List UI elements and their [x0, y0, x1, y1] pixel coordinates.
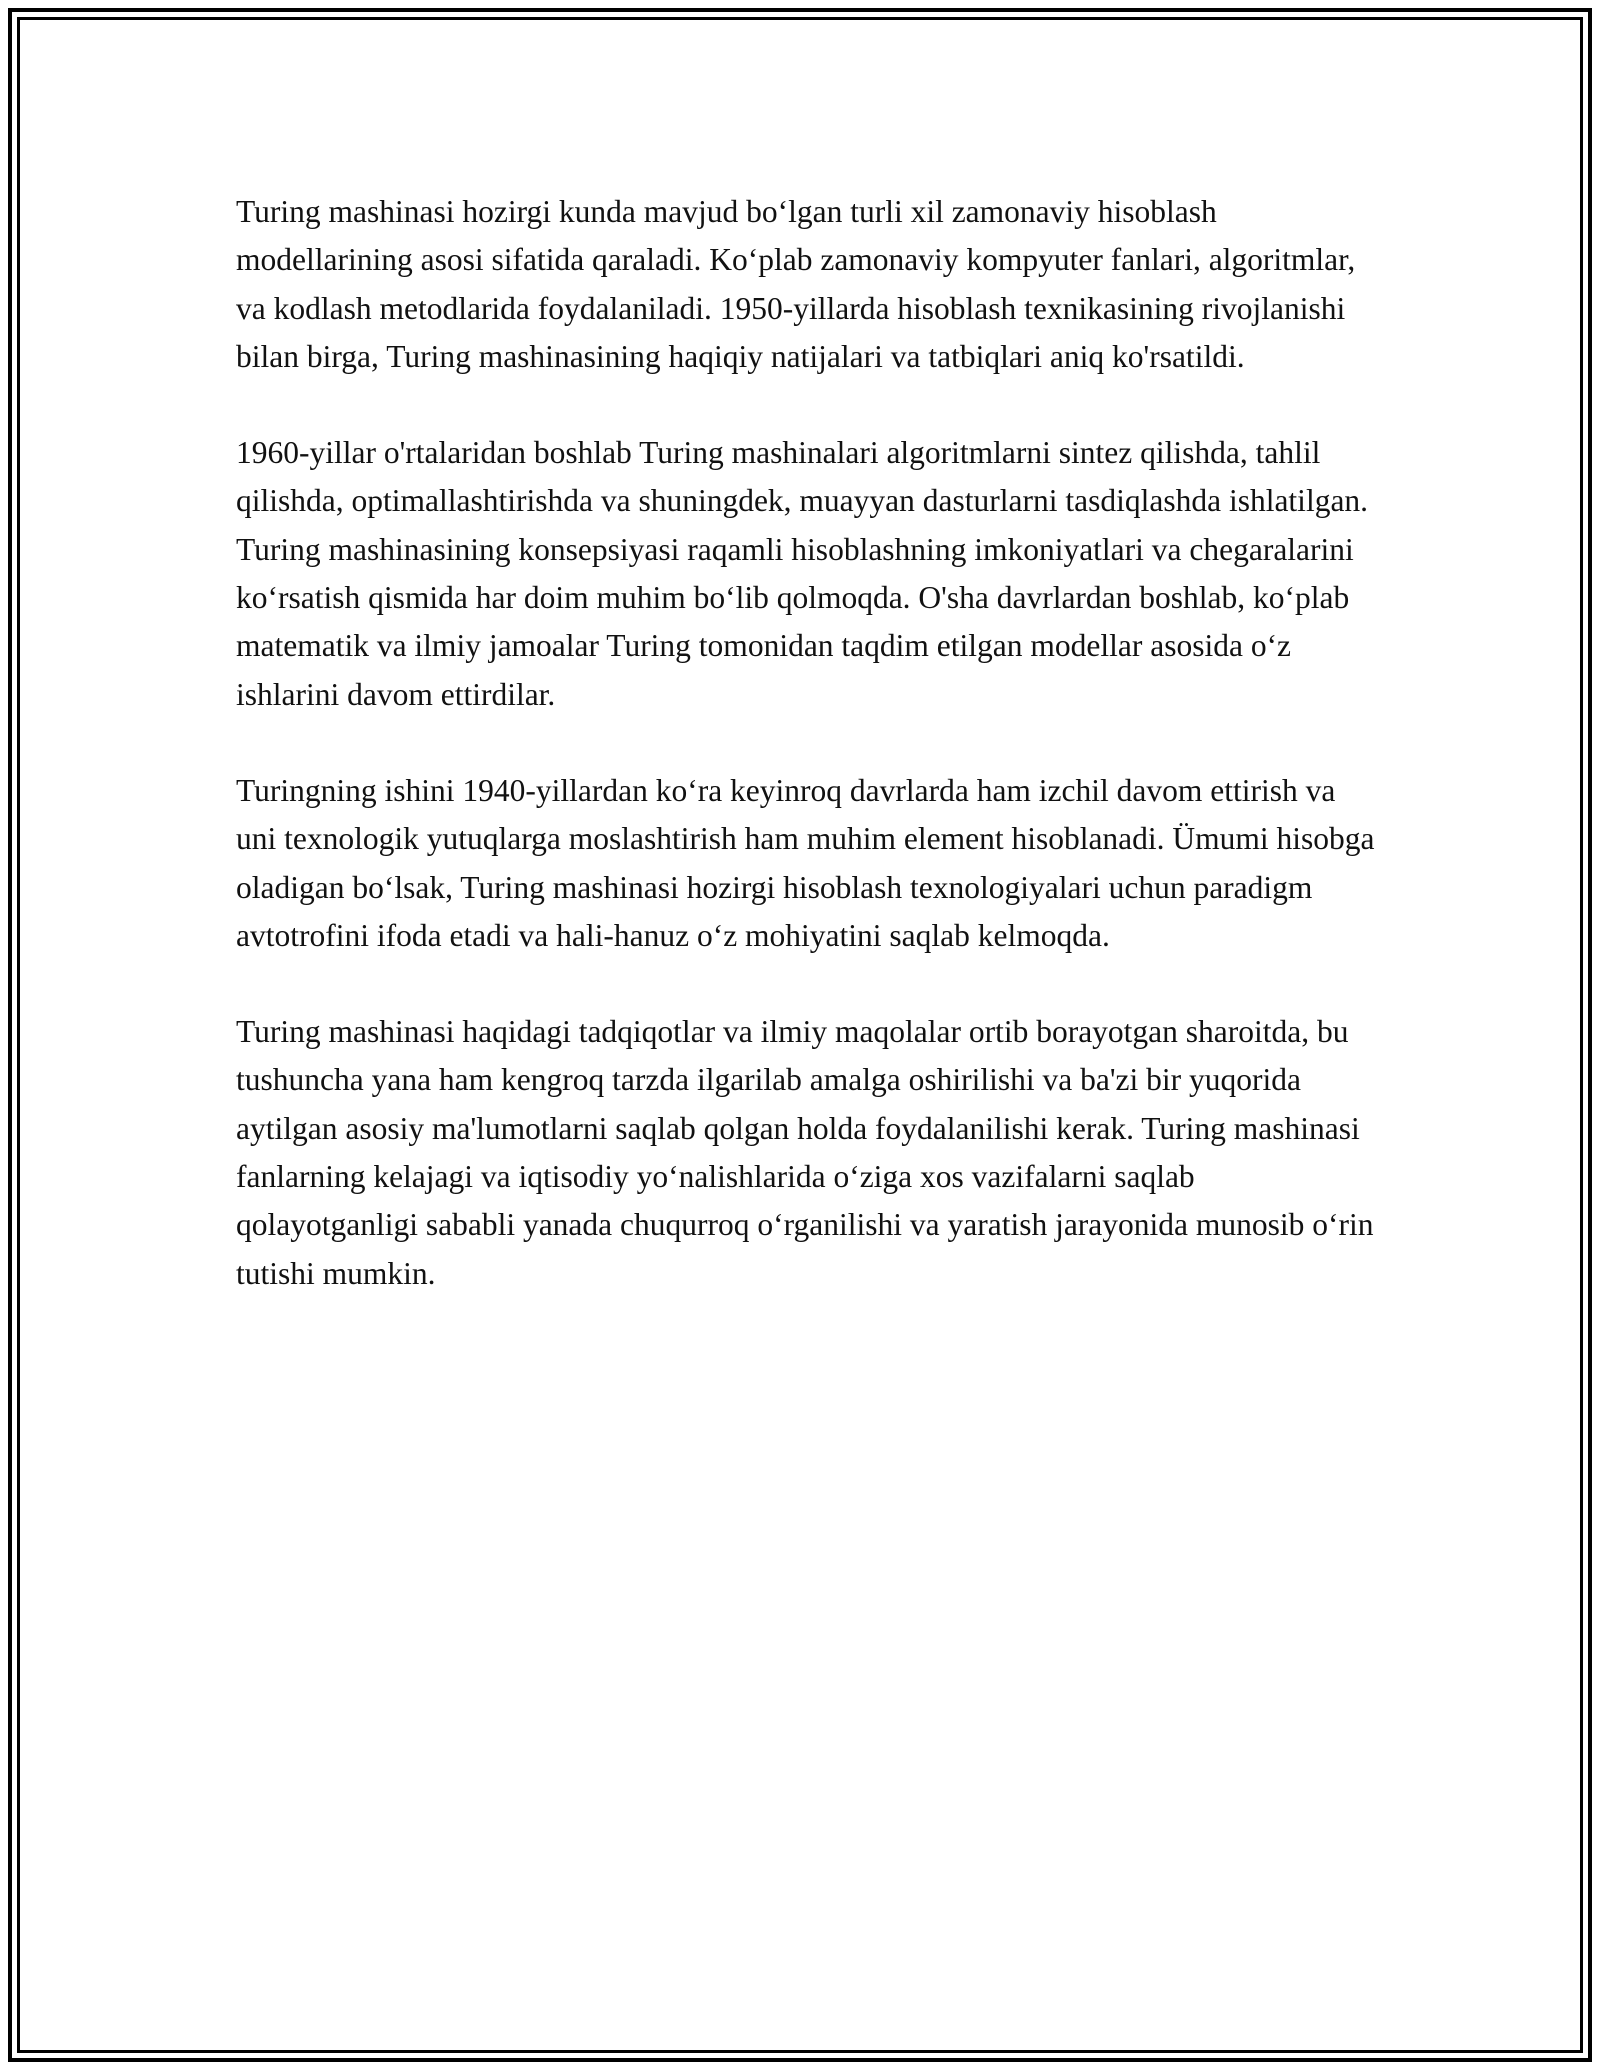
paragraph-4: Turing mashinasi haqidagi tadqiqotlar va ilmiy maqolalar ortib borayotgan sharoitda, bu tushuncha yana ham kengroq tarzda ilgarilab amalga oshirilishi va ba'zi bir yuqorida aytilgan asosiy ma'lumotlarni saqlab qolgan holda foydalanilishi kerak. Turing mashinasi fanlarning kelajagi va iqtisodiy yo‘nalishlarida o‘ziga xos vazifalarni saqlab qolayotganligi sababli yanada chuqurroq o‘rganilishi va yaratish jarayonida munosib o‘rin tutishi mumkin.	[236, 1014, 1374, 1291]
document-body	[236, 188, 1376, 1346]
paragraph-3: Turingning ishini 1940-yillardan ko‘ra keyinroq davrlarda ham izchil davom ettirish va uni texnologik yutuqlarga moslashtirish ham muhim element hisoblanadi. Ümumi hisobga oladigan bo‘lsak, Turing mashinasi hozirgi hisoblash texnologiyalari uchun paradigm avtotrofini ifoda etadi va hali-hanuz o‘z mohiyatini saqlab kelmoqda.	[236, 772, 1375, 953]
paragraph-1: Turing mashinasi hozirgi kunda mavjud bo‘lgan turli xil zamonaviy hisoblash modellarining asosi sifatida qaraladi. Ko‘plab zamonaviy kompyuter fanlari, algoritmlar, va kodlash metodlarida foydalaniladi. 1950-yillarda hisoblash texnikasining rivojlanishi bilan birga, Turing mashinasining haqiqiy natijalari va tatbiqlari aniq ko'rsatildi.	[236, 194, 1356, 374]
paragraph-2: 1960-yillar o'rtalaridan boshlab Turing mashinalari algoritmlarni sintez qilishda, tahlil qilishda, optimallashtirishda va shuningdek, muayyan dasturlarni tasdiqlashda ishlatilgan. Turing mashinasining konsepsiyasi raqamli hisoblashning imkoniyatlari va chegaralarini ko‘rsatish qismida har doim muhim bo‘lib qolmoqda. O'sha davrlardan boshlab, ko‘plab matematik va ilmiy jamoalar Turing tomonidan taqdim etilgan modellar asosida o‘z ishlarini davom ettirdilar.	[236, 435, 1369, 712]
